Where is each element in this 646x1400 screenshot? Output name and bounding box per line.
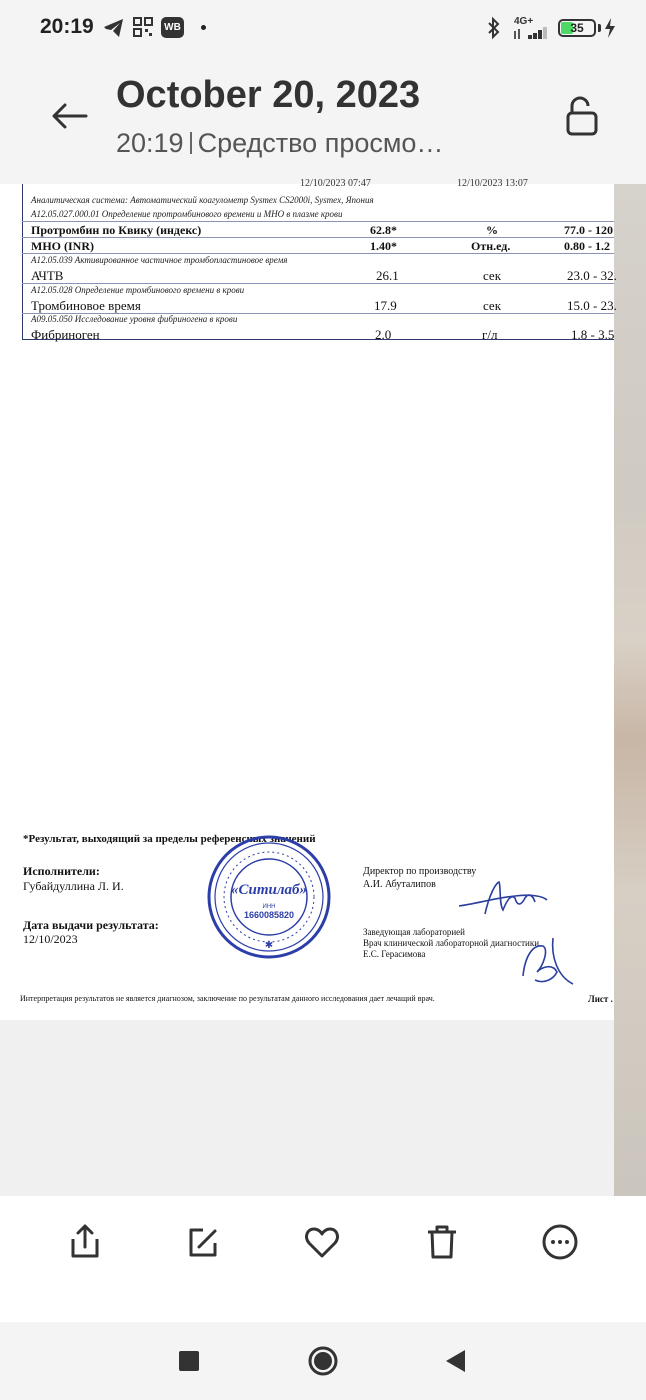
disclaimer: Интерпретация результатов не является диагнозом, заключение по результатам данного исследования дает лечащий врач.	[20, 994, 435, 1003]
table-divider	[22, 253, 614, 254]
footnote: *Результат, выходящий за пределы референсных значений	[23, 833, 316, 845]
test-value: 26.1	[376, 268, 399, 283]
sample-date: 12/10/2023 07:47	[300, 178, 371, 189]
executor-name: Губайдуллина Л. И.	[23, 879, 124, 893]
test-reference: 0.80 - 1.2	[564, 239, 610, 253]
stamp-inn: 1660085820	[243, 910, 295, 920]
section-code: A12.05.027.000.01 Определение протромбинового времени и МНО в плазме крови	[31, 209, 343, 219]
stamp-seal-icon	[206, 834, 332, 960]
photo-subtitle	[116, 128, 443, 159]
table-row	[31, 327, 614, 342]
laboratory-stamp	[206, 834, 332, 960]
status-bar	[0, 0, 646, 56]
photo-action-bar	[0, 1196, 646, 1322]
svg-text:✱: ✱	[264, 940, 274, 951]
stamp-inn-label: ИНН	[262, 904, 276, 910]
charging-icon	[604, 18, 616, 38]
share-icon	[65, 1222, 105, 1262]
battery-tip	[598, 24, 601, 32]
test-value: 1.40*	[370, 239, 397, 253]
test-unit: %	[486, 223, 498, 237]
test-unit: г/л	[482, 327, 498, 342]
test-name: Тромбиновое время	[31, 298, 141, 313]
network-type: 4G+	[514, 16, 534, 27]
lab-head-signature	[513, 936, 578, 991]
lock-button[interactable]	[560, 94, 604, 138]
section-code: A12.05.028 Определение тромбинового времени в крови	[31, 285, 245, 295]
test-value: 17.9	[374, 298, 397, 313]
recents-icon	[172, 1344, 206, 1378]
notification-dot	[201, 25, 206, 30]
recents-button[interactable]	[172, 1344, 206, 1378]
test-value: 2.0	[375, 327, 392, 342]
delete-button[interactable]	[422, 1222, 462, 1262]
issue-date-label: Дата выдачи результата:	[23, 918, 159, 932]
photo-view[interactable]	[0, 178, 646, 1196]
source-app-name: Средство просмо…	[197, 128, 444, 158]
heart-icon	[302, 1222, 342, 1262]
edit-button[interactable]	[183, 1222, 223, 1262]
lab-head-name: Е.С. Герасимова	[363, 949, 426, 959]
sheet-label: Лист .	[588, 994, 613, 1004]
test-reference: 77.0 - 120	[564, 223, 613, 237]
lab-report-document	[0, 178, 617, 1020]
telegram-icon	[103, 18, 125, 38]
test-unit: сек	[483, 268, 502, 283]
photo-time: 20:19	[116, 128, 184, 158]
table-divider	[22, 237, 614, 238]
back-triangle-icon	[438, 1344, 472, 1378]
director-title: Директор по производству	[363, 866, 477, 877]
section-code: A09.05.050 Исследование уровня фибриногена в крови	[31, 314, 238, 324]
executors-label: Исполнители:	[23, 864, 100, 878]
more-button[interactable]	[540, 1222, 580, 1262]
test-name: Протромбин по Квику (индекс)	[31, 223, 202, 237]
section-code: A12.05.039 Активированное частичное тромбопластиновое время	[31, 255, 288, 265]
back-nav-button[interactable]	[438, 1344, 472, 1378]
test-reference: 15.0 - 23.	[567, 298, 617, 313]
photo-date-title: October 20, 2023	[116, 74, 421, 116]
wildberries-icon: WB	[161, 17, 184, 38]
home-button[interactable]	[306, 1344, 340, 1378]
test-unit: Отн.ед.	[471, 239, 511, 253]
test-name: МНО (INR)	[31, 239, 94, 253]
arrow-left-icon	[50, 96, 90, 136]
more-icon	[540, 1222, 580, 1262]
unlocked-lock-icon	[560, 94, 604, 138]
back-button[interactable]	[50, 96, 90, 136]
signal-icon	[514, 27, 550, 39]
table-row	[31, 268, 617, 283]
system-navigation-bar	[0, 1322, 646, 1400]
director-name: А.И. Абуталипов	[363, 879, 436, 890]
director-signature	[455, 876, 550, 921]
issue-date: 12/10/2023	[23, 932, 78, 946]
analytic-system: Аналитическая система: Автоматический коагулометр Sysmex CS2000i, Sysmex, Япония	[31, 195, 374, 205]
test-unit: сек	[483, 298, 502, 313]
status-time: 20:19	[40, 15, 94, 38]
test-name: АЧТВ	[31, 268, 64, 283]
table-divider	[22, 283, 614, 284]
favorite-button[interactable]	[302, 1222, 342, 1262]
test-reference: 1.8 - 3.5	[571, 327, 615, 342]
bluetooth-icon	[486, 17, 502, 39]
stamp-name: «Ситилаб»	[230, 882, 308, 898]
table-row	[31, 239, 614, 254]
trash-icon	[422, 1222, 462, 1262]
lab-head-title: Заведующая лабораторией	[363, 927, 465, 937]
photo-background-strip	[614, 184, 646, 1196]
lab-head-role: Врач клинической лабораторной диагностики	[363, 938, 540, 948]
share-button[interactable]	[65, 1222, 105, 1262]
table-row	[31, 223, 614, 238]
viewer-header	[0, 56, 646, 184]
table-divider	[22, 221, 614, 222]
subtitle-separator	[190, 132, 192, 154]
test-name: Фибриноген	[31, 327, 100, 342]
test-value: 62.8*	[370, 223, 397, 237]
battery-percent: 35	[570, 21, 584, 35]
edit-icon	[183, 1222, 223, 1262]
table-row	[31, 298, 617, 313]
qr-icon	[133, 17, 153, 37]
battery-icon	[558, 19, 596, 37]
test-reference: 23.0 - 32.	[567, 268, 617, 283]
result-date: 12/10/2023 13:07	[457, 178, 528, 189]
home-icon	[306, 1344, 340, 1378]
